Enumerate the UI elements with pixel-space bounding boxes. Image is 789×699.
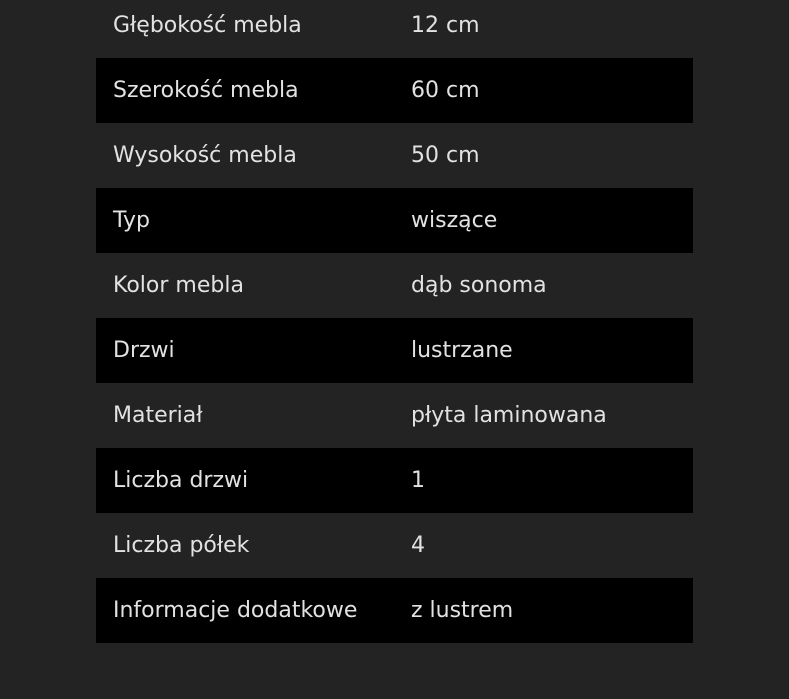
spec-value: płyta laminowana bbox=[411, 403, 607, 428]
spec-row-color bbox=[96, 253, 693, 318]
spec-value: 1 bbox=[411, 468, 425, 493]
spec-row-additional-info bbox=[96, 578, 693, 643]
spec-label: Szerokość mebla bbox=[113, 78, 299, 103]
spec-value: 4 bbox=[411, 533, 425, 558]
spec-label: Typ bbox=[113, 208, 150, 233]
spec-label: Głębokość mebla bbox=[113, 13, 302, 38]
spec-value: 50 cm bbox=[411, 143, 480, 168]
spec-label: Drzwi bbox=[113, 338, 175, 363]
spec-label: Informacje dodatkowe bbox=[113, 598, 358, 623]
spec-value: z lustrem bbox=[411, 598, 514, 623]
product-specs-table bbox=[96, 0, 693, 643]
spec-row-height bbox=[96, 123, 693, 188]
spec-row-type bbox=[96, 188, 693, 253]
spec-row-shelf-count bbox=[96, 513, 693, 578]
spec-label: Materiał bbox=[113, 403, 203, 428]
spec-label: Wysokość mebla bbox=[113, 143, 297, 168]
spec-value: 12 cm bbox=[411, 13, 480, 38]
specs-table-body bbox=[96, 0, 693, 643]
spec-row-door-count bbox=[96, 448, 693, 513]
spec-value: dąb sonoma bbox=[411, 273, 547, 298]
spec-row-material bbox=[96, 383, 693, 448]
spec-value: wiszące bbox=[411, 208, 498, 233]
spec-label: Liczba drzwi bbox=[113, 468, 249, 493]
spec-label: Liczba półek bbox=[113, 533, 250, 558]
spec-label: Kolor mebla bbox=[113, 273, 244, 298]
spec-row-width bbox=[96, 58, 693, 123]
spec-value: lustrzane bbox=[411, 338, 513, 363]
spec-value: 60 cm bbox=[411, 78, 480, 103]
spec-row-depth bbox=[96, 0, 693, 58]
spec-row-doors bbox=[96, 318, 693, 383]
